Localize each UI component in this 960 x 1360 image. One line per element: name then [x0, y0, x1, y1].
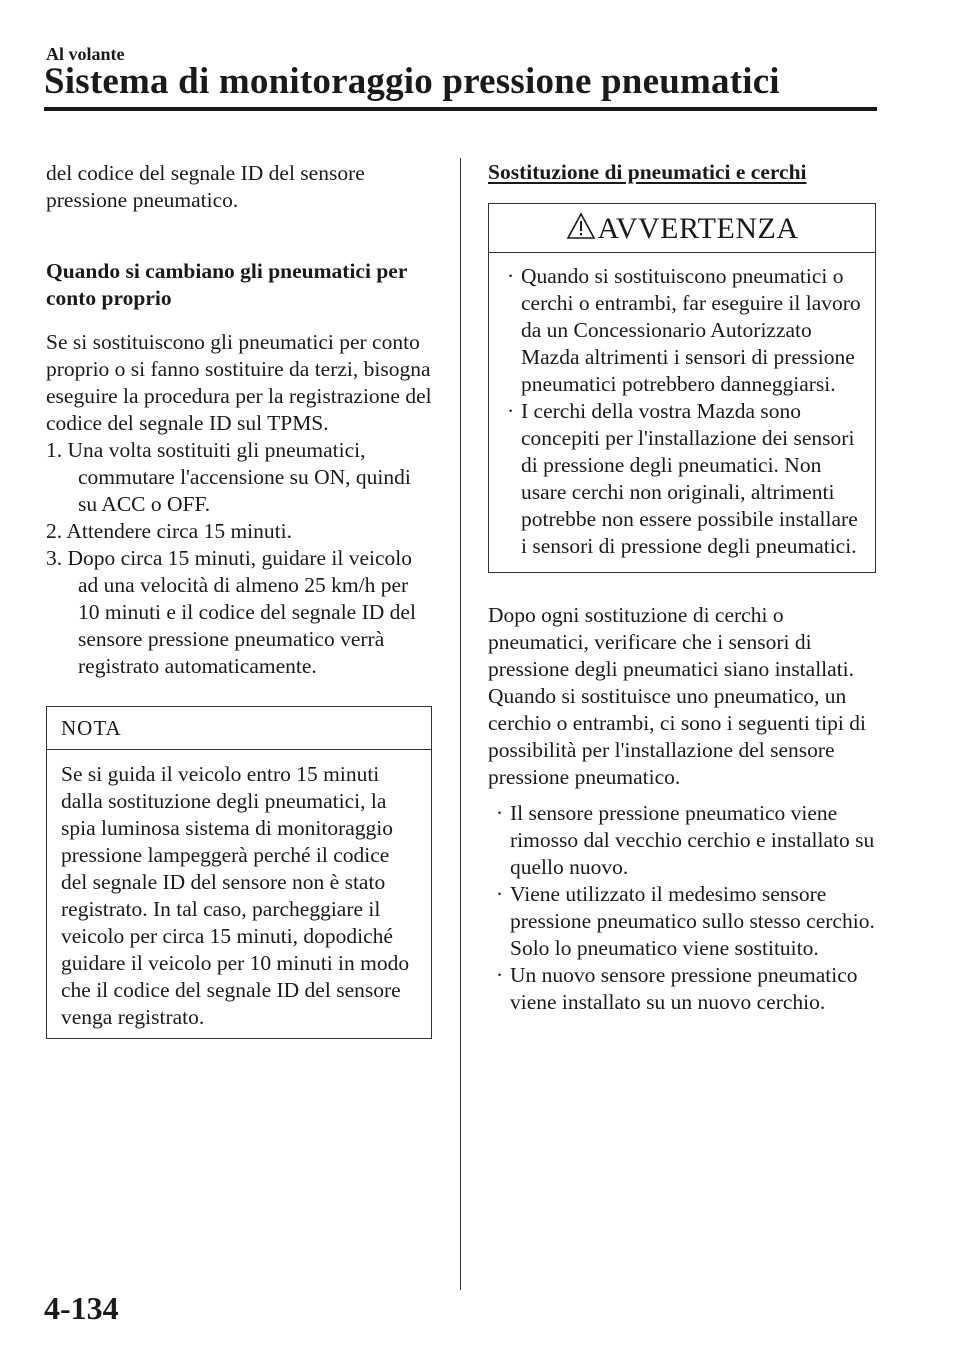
- bullet-item: · Un nuovo sensore pressione pneumatico viene installato su un nuovo cerchio.: [496, 963, 858, 1014]
- body-paragraph: Dopo ogni sostituzione di cerchi o pneumatici, verificare che i sensori di pressione degli pneumatici siano installati. Quando si sostituisce uno pneumatico, un cerchio o entrambi, ci sono i seguenti tipi di possibilità per l'installazione del sensore pressione pneumatico.: [488, 603, 866, 789]
- step-item: 2. Attendere circa 15 minuti.: [46, 519, 292, 543]
- warning-item-text: Quando si sostituiscono pneumatici o cerchi o entrambi, far eseguire il lavoro da un Concessionario Autorizzato Mazda altrimenti i sensori di pressione pneumatici potrebbero danneggiarsi.: [521, 264, 861, 396]
- note-box: [46, 706, 432, 1039]
- warning-list: [503, 263, 861, 560]
- left-column: [46, 160, 434, 1039]
- body-paragraph: Se si sostituiscono gli pneumatici per conto proprio o si fanno sostituire da terzi, bisogna eseguire la procedura per la registrazione del codice del segnale ID sul TPMS.: [46, 330, 432, 435]
- subsection-heading: Quando si cambiano gli pneumatici per conto proprio: [46, 259, 407, 310]
- warning-box: [488, 203, 876, 573]
- page-title: Sistema di monitoraggio pressione pneumatici: [44, 61, 780, 102]
- warning-item: · Quando si sostituiscono pneumatici o cerchi o entrambi, far eseguire il lavoro da un Concessionario Autorizzato Mazda altrimenti i sensori di pressione pneumatici potrebbero danneggiarsi.: [507, 264, 861, 396]
- note-text: Se si guida il veicolo entro 15 minuti dalla sostituzione degli pneumatici, la spia luminosa sistema di monitoraggio pressione lampeggerà perché il codice del segnale ID del sensore non è stato registrato. In tal caso, parcheggiare il veicolo per circa 15 minuti, dopodiché guidare il veicolo per 10 minuti in modo che il codice del segnale ID del sensore venga registrato.: [61, 762, 410, 1029]
- bullet-list: [488, 800, 878, 1016]
- step-item: 3. Dopo circa 15 minuti, guidare il veicolo ad una velocità di almeno 25 km/h per 10 minuti e il codice del segnale ID del sensore pressione pneumatico verrà registrato automaticamente.: [46, 546, 416, 678]
- bullet-item-text: Viene utilizzato il medesimo sensore pressione pneumatico sullo stesso cerchio. Solo lo pneumatico viene sostituito.: [510, 882, 875, 960]
- bullet-item: · Viene utilizzato il medesimo sensore pressione pneumatico sullo stesso cerchio. Solo lo pneumatico viene sostituito.: [496, 882, 875, 960]
- section-label: Al volante: [46, 44, 125, 64]
- section-heading: Sostituzione di pneumatici e cerchi: [488, 160, 807, 184]
- column-divider: [460, 158, 461, 1290]
- bullet-item-text: Il sensore pressione pneumatico viene rimosso dal vecchio cerchio e installato su quello nuovo.: [510, 801, 875, 879]
- header-rule: [44, 107, 877, 111]
- warning-item-text: I cerchi della vostra Mazda sono concepiti per l'installazione dei sensori di pressione degli pneumatici. Non usare cerchi non originali, altrimenti potrebbe non essere possibile installare i sensori di pressione degli pneumatici.: [521, 399, 858, 558]
- warning-header: [489, 204, 875, 253]
- right-column: [488, 160, 878, 1016]
- note-label: NOTA: [47, 707, 431, 750]
- intro-text: del codice del segnale ID del sensore pressione pneumatico.: [46, 161, 365, 212]
- bullet-item-text: Un nuovo sensore pressione pneumatico viene installato su un nuovo cerchio.: [510, 963, 858, 1014]
- page-number: 4-134: [44, 1290, 119, 1326]
- warning-item: · I cerchi della vostra Mazda sono concepiti per l'installazione dei sensori di pressione degli pneumatici. Non usare cerchi non originali, altrimenti potrebbe non essere possibile installare i sensori di pressione degli pneumatici.: [507, 399, 858, 558]
- warning-triangle-icon: [566, 212, 598, 244]
- steps-list: [46, 437, 434, 680]
- step-item: 1. Una volta sostituiti gli pneumatici, commutare l'accensione su ON, quindi su ACC o OFF.: [46, 438, 411, 516]
- bullet-item: · Il sensore pressione pneumatico viene rimosso dal vecchio cerchio e installato su quello nuovo.: [496, 801, 875, 879]
- warning-label: AVVERTENZA: [597, 211, 799, 245]
